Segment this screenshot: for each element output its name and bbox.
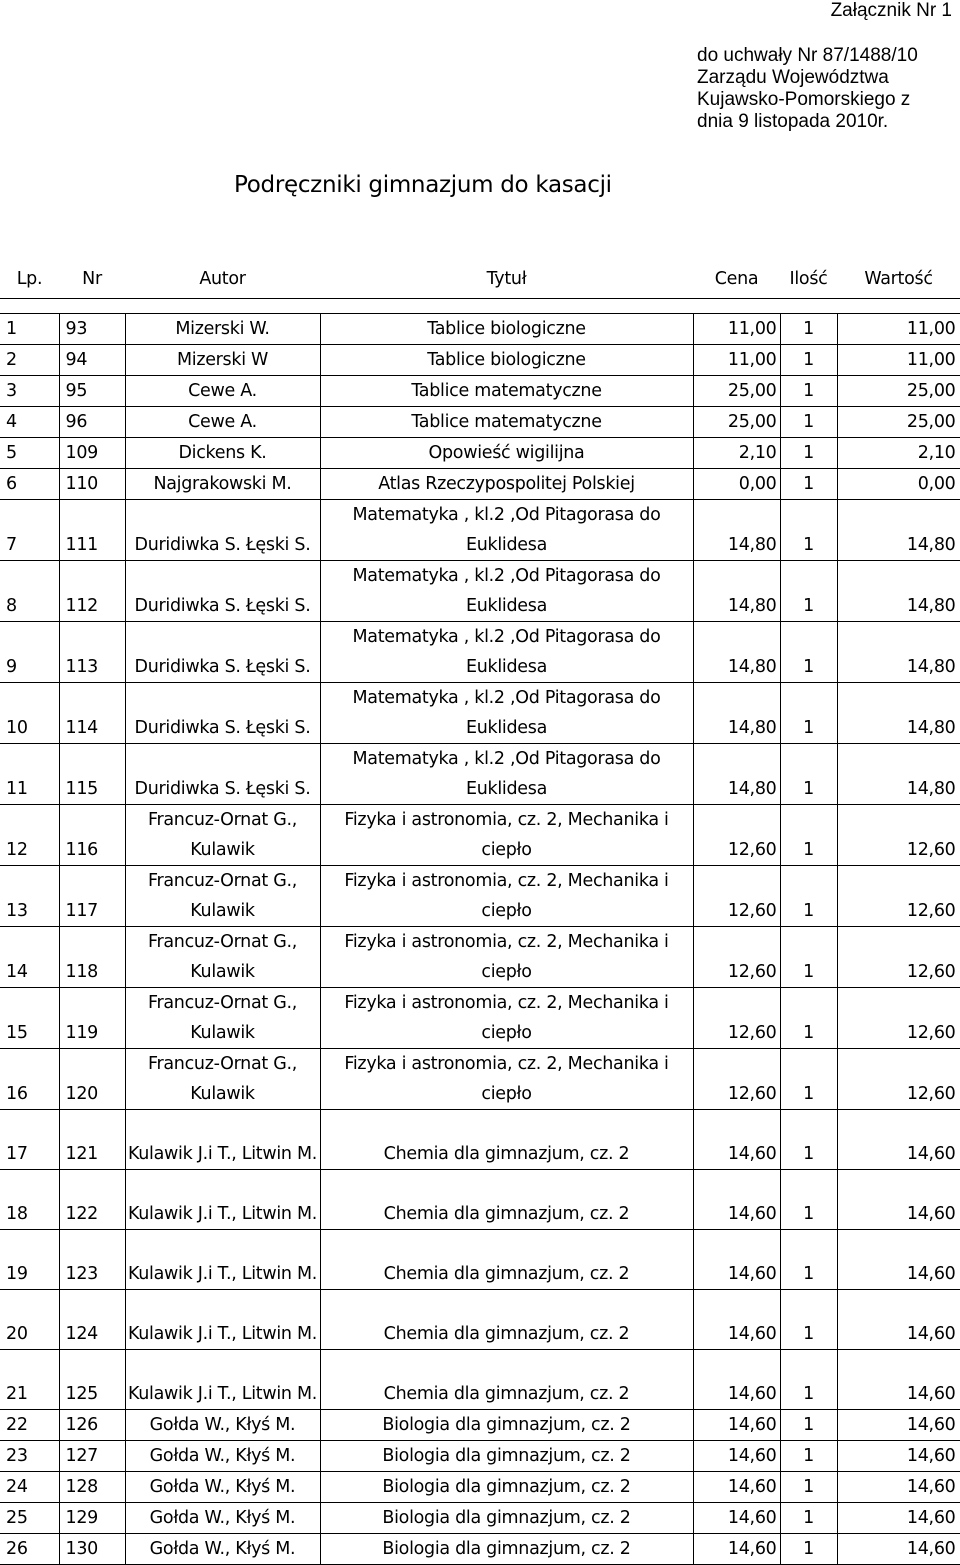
- cell-wartosc: 12,60: [837, 927, 960, 988]
- cell-autor: Duridiwka S. Łęski S.: [125, 500, 320, 561]
- cell-wartosc: 0,00: [837, 469, 960, 500]
- cell-wartosc: 14,60: [837, 1503, 960, 1534]
- cell-nr: 93: [59, 314, 125, 345]
- cell-cena: 25,00: [693, 407, 780, 438]
- cell-autor: Francuz-Ornat G., Kulawik: [125, 988, 320, 1049]
- cell-ilosc: 1: [780, 1472, 837, 1503]
- table-row: [0, 345, 960, 376]
- cell-tytul: Biologia dla gimnazjum, cz. 2: [320, 1534, 693, 1565]
- cell-wartosc: 2,10: [837, 438, 960, 469]
- cell-tytul: Biologia dla gimnazjum, cz. 2: [320, 1472, 693, 1503]
- resolution-line: do uchwały Nr 87/1488/10: [697, 45, 918, 66]
- cell-ilosc: 1: [780, 500, 837, 561]
- cell-cena: 2,10: [693, 438, 780, 469]
- cell-tytul: Tablice matematyczne: [320, 407, 693, 438]
- cell-autor: Kulawik J.i T., Litwin M.: [125, 1110, 320, 1170]
- table-row: [0, 1049, 960, 1110]
- table-row: [0, 1110, 960, 1170]
- cell-lp: 15: [0, 988, 59, 1049]
- cell-cena: 11,00: [693, 345, 780, 376]
- table-row: [0, 314, 960, 345]
- cell-cena: 14,80: [693, 622, 780, 683]
- cell-nr: 96: [59, 407, 125, 438]
- cell-lp: 17: [0, 1110, 59, 1170]
- cell-tytul: Chemia dla gimnazjum, cz. 2: [320, 1110, 693, 1170]
- table-row: [0, 866, 960, 927]
- cell-nr: 112: [59, 561, 125, 622]
- cell-tytul: Matematyka , kl.2 ,Od Pitagorasa do Euklidesa: [320, 561, 693, 622]
- cell-ilosc: 1: [780, 622, 837, 683]
- cell-cena: 14,60: [693, 1534, 780, 1565]
- cell-lp: 16: [0, 1049, 59, 1110]
- table-row: [0, 1441, 960, 1472]
- cell-ilosc: 1: [780, 1410, 837, 1441]
- cell-nr: 126: [59, 1410, 125, 1441]
- cell-wartosc: 14,60: [837, 1534, 960, 1565]
- cell-ilosc: 1: [780, 744, 837, 805]
- cell-lp: 9: [0, 622, 59, 683]
- table-row: [0, 622, 960, 683]
- cell-ilosc: 1: [780, 1350, 837, 1410]
- cell-wartosc: 14,80: [837, 683, 960, 744]
- cell-lp: 21: [0, 1350, 59, 1410]
- cell-lp: 24: [0, 1472, 59, 1503]
- cell-cena: 14,60: [693, 1441, 780, 1472]
- cell-tytul: Fizyka i astronomia, cz. 2, Mechanika i ciepło: [320, 988, 693, 1049]
- table-body: [0, 299, 960, 1565]
- cell-autor: Gołda W., Kłyś M.: [125, 1441, 320, 1472]
- cell-cena: 12,60: [693, 1049, 780, 1110]
- table-row: [0, 1472, 960, 1503]
- cell-nr: 125: [59, 1350, 125, 1410]
- cell-wartosc: 25,00: [837, 376, 960, 407]
- cell-autor: Kulawik J.i T., Litwin M.: [125, 1230, 320, 1290]
- cell-wartosc: 12,60: [837, 866, 960, 927]
- resolution-line: dnia 9 listopada 2010r.: [697, 111, 889, 132]
- cell-nr: 119: [59, 988, 125, 1049]
- cell-tytul: Matematyka , kl.2 ,Od Pitagorasa do Euklidesa: [320, 622, 693, 683]
- cell-lp: 7: [0, 500, 59, 561]
- cell-tytul: Fizyka i astronomia, cz. 2, Mechanika i ciepło: [320, 927, 693, 988]
- table-row: [0, 988, 960, 1049]
- spacer-row: [0, 299, 960, 314]
- cell-nr: 116: [59, 805, 125, 866]
- cell-wartosc: 12,60: [837, 1049, 960, 1110]
- column-header-cena: Cena: [693, 260, 780, 299]
- column-header-lp: Lp.: [0, 260, 59, 299]
- cell-wartosc: 12,60: [837, 805, 960, 866]
- cell-nr: 121: [59, 1110, 125, 1170]
- cell-nr: 113: [59, 622, 125, 683]
- cell-lp: 10: [0, 683, 59, 744]
- cell-lp: 23: [0, 1441, 59, 1472]
- cell-ilosc: 1: [780, 345, 837, 376]
- table-row: [0, 1503, 960, 1534]
- resolution-line: Zarządu Województwa: [697, 67, 889, 88]
- cell-lp: 22: [0, 1410, 59, 1441]
- table-row: [0, 469, 960, 500]
- cell-ilosc: 1: [780, 376, 837, 407]
- table-row: [0, 1350, 960, 1410]
- cell-cena: 0,00: [693, 469, 780, 500]
- cell-nr: 95: [59, 376, 125, 407]
- cell-autor: Francuz-Ornat G., Kulawik: [125, 1049, 320, 1110]
- cell-autor: Francuz-Ornat G., Kulawik: [125, 805, 320, 866]
- cell-lp: 18: [0, 1170, 59, 1230]
- cell-ilosc: 1: [780, 1534, 837, 1565]
- cell-nr: 114: [59, 683, 125, 744]
- cell-wartosc: 14,80: [837, 500, 960, 561]
- cell-ilosc: 1: [780, 805, 837, 866]
- cell-autor: Najgrakowski M.: [125, 469, 320, 500]
- table-row: [0, 1230, 960, 1290]
- cell-nr: 117: [59, 866, 125, 927]
- cell-cena: 14,80: [693, 561, 780, 622]
- cell-autor: Duridiwka S. Łęski S.: [125, 683, 320, 744]
- cell-wartosc: 12,60: [837, 988, 960, 1049]
- table-row: [0, 1534, 960, 1565]
- cell-wartosc: 14,60: [837, 1410, 960, 1441]
- annex-label: Załącznik Nr 1: [830, 0, 952, 21]
- document-title: Podręczniki gimnazjum do kasacji: [234, 172, 612, 198]
- cell-lp: 26: [0, 1534, 59, 1565]
- column-header-tytul: Tytuł: [320, 260, 693, 299]
- cell-autor: Kulawik J.i T., Litwin M.: [125, 1290, 320, 1350]
- cell-autor: Gołda W., Kłyś M.: [125, 1472, 320, 1503]
- cell-ilosc: 1: [780, 1290, 837, 1350]
- cell-ilosc: 1: [780, 1230, 837, 1290]
- column-header-wartosc: Wartość: [837, 260, 960, 299]
- cell-tytul: Chemia dla gimnazjum, cz. 2: [320, 1230, 693, 1290]
- spacer-cell: [0, 299, 960, 314]
- cell-autor: Duridiwka S. Łęski S.: [125, 744, 320, 805]
- cell-ilosc: 1: [780, 1441, 837, 1472]
- cell-wartosc: 14,60: [837, 1110, 960, 1170]
- cell-tytul: Matematyka , kl.2 ,Od Pitagorasa do Euklidesa: [320, 683, 693, 744]
- table-row: [0, 1410, 960, 1441]
- cell-autor: Cewe A.: [125, 376, 320, 407]
- table-header-row: [0, 260, 960, 299]
- cell-wartosc: 14,60: [837, 1441, 960, 1472]
- cell-nr: 109: [59, 438, 125, 469]
- cell-autor: Kulawik J.i T., Litwin M.: [125, 1350, 320, 1410]
- cell-lp: 14: [0, 927, 59, 988]
- cell-lp: 2: [0, 345, 59, 376]
- cell-lp: 19: [0, 1230, 59, 1290]
- cell-autor: Mizerski W: [125, 345, 320, 376]
- cell-tytul: Chemia dla gimnazjum, cz. 2: [320, 1350, 693, 1410]
- cell-ilosc: 1: [780, 561, 837, 622]
- cell-tytul: Matematyka , kl.2 ,Od Pitagorasa do Euklidesa: [320, 500, 693, 561]
- cell-cena: 14,80: [693, 744, 780, 805]
- cell-cena: 14,60: [693, 1410, 780, 1441]
- cell-ilosc: 1: [780, 1503, 837, 1534]
- cell-autor: Gołda W., Kłyś M.: [125, 1503, 320, 1534]
- cell-wartosc: 14,60: [837, 1350, 960, 1410]
- cell-ilosc: 1: [780, 407, 837, 438]
- cell-cena: 12,60: [693, 988, 780, 1049]
- cell-tytul: Chemia dla gimnazjum, cz. 2: [320, 1290, 693, 1350]
- cell-cena: 12,60: [693, 866, 780, 927]
- cell-cena: 11,00: [693, 314, 780, 345]
- table-row: [0, 927, 960, 988]
- column-header-ilosc: Ilość: [780, 260, 837, 299]
- cell-ilosc: 1: [780, 469, 837, 500]
- cell-tytul: Tablice matematyczne: [320, 376, 693, 407]
- cell-autor: Gołda W., Kłyś M.: [125, 1534, 320, 1565]
- cell-autor: Mizerski W.: [125, 314, 320, 345]
- table-row: [0, 1170, 960, 1230]
- cell-wartosc: 25,00: [837, 407, 960, 438]
- cell-ilosc: 1: [780, 927, 837, 988]
- cell-wartosc: 14,60: [837, 1230, 960, 1290]
- cell-wartosc: 11,00: [837, 314, 960, 345]
- column-header-nr: Nr: [59, 260, 125, 299]
- cell-cena: 14,60: [693, 1350, 780, 1410]
- column-header-autor: Autor: [125, 260, 320, 299]
- cell-autor: Duridiwka S. Łęski S.: [125, 561, 320, 622]
- cell-cena: 14,60: [693, 1230, 780, 1290]
- table-row: [0, 561, 960, 622]
- cell-ilosc: 1: [780, 866, 837, 927]
- cell-cena: 14,60: [693, 1503, 780, 1534]
- cell-tytul: Matematyka , kl.2 ,Od Pitagorasa do Euklidesa: [320, 744, 693, 805]
- table-row: [0, 500, 960, 561]
- cell-cena: 14,60: [693, 1170, 780, 1230]
- cell-wartosc: 14,60: [837, 1472, 960, 1503]
- cell-tytul: Tablice biologiczne: [320, 345, 693, 376]
- cell-cena: 14,80: [693, 683, 780, 744]
- resolution-line: Kujawsko-Pomorskiego z: [697, 89, 911, 110]
- cell-lp: 4: [0, 407, 59, 438]
- cell-autor: Gołda W., Kłyś M.: [125, 1410, 320, 1441]
- cell-wartosc: 14,80: [837, 561, 960, 622]
- cell-lp: 20: [0, 1290, 59, 1350]
- textbook-table: [0, 260, 960, 1565]
- resolution-reference: [697, 45, 918, 133]
- cell-nr: 111: [59, 500, 125, 561]
- cell-tytul: Fizyka i astronomia, cz. 2, Mechanika i ciepło: [320, 866, 693, 927]
- cell-tytul: Atlas Rzeczypospolitej Polskiej: [320, 469, 693, 500]
- cell-ilosc: 1: [780, 1170, 837, 1230]
- cell-nr: 128: [59, 1472, 125, 1503]
- cell-wartosc: 11,00: [837, 345, 960, 376]
- cell-autor: Dickens K.: [125, 438, 320, 469]
- table-row: [0, 438, 960, 469]
- cell-tytul: Fizyka i astronomia, cz. 2, Mechanika i ciepło: [320, 805, 693, 866]
- table-row: [0, 376, 960, 407]
- cell-wartosc: 14,80: [837, 744, 960, 805]
- cell-wartosc: 14,80: [837, 622, 960, 683]
- cell-lp: 8: [0, 561, 59, 622]
- cell-nr: 124: [59, 1290, 125, 1350]
- cell-cena: 12,60: [693, 805, 780, 866]
- cell-nr: 123: [59, 1230, 125, 1290]
- cell-ilosc: 1: [780, 1049, 837, 1110]
- cell-tytul: Tablice biologiczne: [320, 314, 693, 345]
- cell-autor: Kulawik J.i T., Litwin M.: [125, 1170, 320, 1230]
- cell-cena: 14,80: [693, 500, 780, 561]
- cell-tytul: Chemia dla gimnazjum, cz. 2: [320, 1170, 693, 1230]
- cell-nr: 129: [59, 1503, 125, 1534]
- cell-lp: 3: [0, 376, 59, 407]
- cell-nr: 118: [59, 927, 125, 988]
- cell-ilosc: 1: [780, 988, 837, 1049]
- cell-nr: 130: [59, 1534, 125, 1565]
- table-row: [0, 805, 960, 866]
- cell-wartosc: 14,60: [837, 1170, 960, 1230]
- table-row: [0, 1290, 960, 1350]
- cell-lp: 13: [0, 866, 59, 927]
- cell-autor: Duridiwka S. Łęski S.: [125, 622, 320, 683]
- cell-lp: 1: [0, 314, 59, 345]
- cell-nr: 94: [59, 345, 125, 376]
- cell-cena: 14,60: [693, 1472, 780, 1503]
- cell-cena: 14,60: [693, 1110, 780, 1170]
- cell-tytul: Biologia dla gimnazjum, cz. 2: [320, 1410, 693, 1441]
- cell-lp: 12: [0, 805, 59, 866]
- cell-ilosc: 1: [780, 438, 837, 469]
- cell-tytul: Biologia dla gimnazjum, cz. 2: [320, 1441, 693, 1472]
- table-row: [0, 744, 960, 805]
- cell-nr: 122: [59, 1170, 125, 1230]
- cell-nr: 110: [59, 469, 125, 500]
- cell-autor: Francuz-Ornat G., Kulawik: [125, 927, 320, 988]
- cell-tytul: Opowieść wigilijna: [320, 438, 693, 469]
- cell-ilosc: 1: [780, 683, 837, 744]
- cell-wartosc: 14,60: [837, 1290, 960, 1350]
- cell-autor: Cewe A.: [125, 407, 320, 438]
- cell-ilosc: 1: [780, 1110, 837, 1170]
- cell-cena: 25,00: [693, 376, 780, 407]
- cell-nr: 120: [59, 1049, 125, 1110]
- cell-lp: 6: [0, 469, 59, 500]
- cell-lp: 25: [0, 1503, 59, 1534]
- cell-ilosc: 1: [780, 314, 837, 345]
- cell-autor: Francuz-Ornat G., Kulawik: [125, 866, 320, 927]
- cell-cena: 14,60: [693, 1290, 780, 1350]
- cell-nr: 115: [59, 744, 125, 805]
- table-row: [0, 683, 960, 744]
- cell-tytul: Biologia dla gimnazjum, cz. 2: [320, 1503, 693, 1534]
- cell-cena: 12,60: [693, 927, 780, 988]
- cell-nr: 127: [59, 1441, 125, 1472]
- cell-lp: 11: [0, 744, 59, 805]
- cell-tytul: Fizyka i astronomia, cz. 2, Mechanika i ciepło: [320, 1049, 693, 1110]
- cell-lp: 5: [0, 438, 59, 469]
- table-row: [0, 407, 960, 438]
